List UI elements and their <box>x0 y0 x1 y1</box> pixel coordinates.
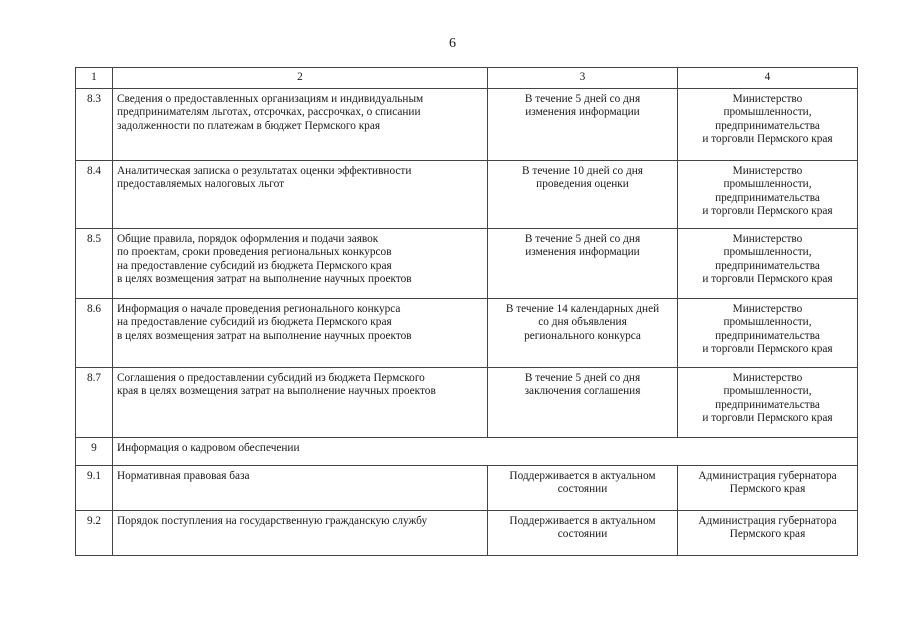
responsible-line: промышленности, <box>723 385 812 398</box>
table-row <box>76 367 858 437</box>
row-number: 9.2 <box>76 510 113 555</box>
term-line: В течение 5 дней со дня <box>524 371 641 384</box>
description-line: предоставляемых налоговых льгот <box>117 178 285 191</box>
row-number: 8.6 <box>76 298 113 367</box>
description-line: в целях возмещения затрат на выполнение научных проектов <box>117 273 412 286</box>
term-line: проведения оценки <box>536 178 629 191</box>
section-row <box>76 437 858 465</box>
row-description <box>113 367 488 437</box>
row-term <box>488 88 678 160</box>
term-line: состоянии <box>557 483 608 496</box>
responsible-line: предпринимательства <box>715 259 820 272</box>
description-line: Общие правила, порядок оформления и подачи заявок <box>117 232 379 245</box>
row-term <box>488 465 678 510</box>
description-line: Аналитическая записка о результатах оценки эффективности <box>117 164 412 177</box>
row-term <box>488 298 678 367</box>
table-header-row <box>76 68 858 89</box>
row-number: 9.1 <box>76 465 113 510</box>
description-line: Информация о начале проведения регионального конкурса <box>117 302 401 315</box>
description-line: по проектам, сроки проведения региональных конкурсов <box>117 246 392 259</box>
responsible-line: и торговли Пермского края <box>702 412 833 425</box>
section-title: Информация о кадровом обеспечении <box>113 437 858 465</box>
description-line: задолженности по платежам в бюджет Пермского края <box>117 119 381 132</box>
row-description <box>113 298 488 367</box>
row-term <box>488 228 678 298</box>
description-line: края в целях возмещения затрат на выполнение научных проектов <box>117 385 436 398</box>
document-table <box>75 67 858 556</box>
term-line: со дня объявления <box>538 316 627 329</box>
responsible-line: предпринимательства <box>715 329 820 342</box>
responsible-line: Министерство <box>732 92 803 105</box>
description-line: Порядок поступления на государственную гражданскую службу <box>117 514 428 527</box>
responsible-line: Министерство <box>732 232 803 245</box>
responsible-line: промышленности, <box>723 178 812 191</box>
responsible-line: Министерство <box>732 371 803 384</box>
row-number: 8.4 <box>76 160 113 228</box>
description-line: на предоставление субсидий из бюджета Пермского края <box>117 259 392 272</box>
page-number: 6 <box>449 36 456 51</box>
term-line: состоянии <box>557 528 608 541</box>
section-number: 9 <box>76 437 113 465</box>
responsible-line: Администрация губернатора <box>698 469 837 482</box>
responsible-line: Министерство <box>732 302 803 315</box>
row-number: 8.3 <box>76 88 113 160</box>
row-responsible <box>678 160 858 228</box>
responsible-line: и торговли Пермского края <box>702 273 833 286</box>
row-number: 8.7 <box>76 367 113 437</box>
responsible-line: промышленности, <box>723 106 812 119</box>
row-responsible <box>678 298 858 367</box>
description-line: в целях возмещения затрат на выполнение научных проектов <box>117 329 412 342</box>
column-header-term: 3 <box>488 68 678 89</box>
description-line: Соглашения о предоставлении субсидий из бюджета Пермского <box>117 371 425 384</box>
responsible-line: промышленности, <box>723 316 812 329</box>
term-line: В течение 14 календарных дней <box>505 302 660 315</box>
table-row <box>76 88 858 160</box>
term-line: изменения информации <box>525 106 640 119</box>
responsible-line: и торговли Пермского края <box>702 343 833 356</box>
row-description <box>113 510 488 555</box>
responsible-line: предпринимательства <box>715 191 820 204</box>
row-term <box>488 160 678 228</box>
responsible-line: и торговли Пермского края <box>702 205 833 218</box>
term-line: регионального конкурса <box>524 329 641 342</box>
term-line: В течение 5 дней со дня <box>524 232 641 245</box>
responsible-line: и торговли Пермского края <box>702 133 833 146</box>
row-description <box>113 465 488 510</box>
table-row <box>76 465 858 510</box>
responsible-line: Пермского края <box>729 528 806 541</box>
row-responsible <box>678 228 858 298</box>
row-description <box>113 88 488 160</box>
term-line: Поддерживается в актуальном <box>509 514 656 527</box>
row-term <box>488 367 678 437</box>
table-row <box>76 228 858 298</box>
column-header-number: 1 <box>76 68 113 89</box>
row-number: 8.5 <box>76 228 113 298</box>
description-line: Сведения о предоставленных организациям и индивидуальным <box>117 92 424 105</box>
responsible-line: предпринимательства <box>715 398 820 411</box>
row-responsible <box>678 510 858 555</box>
responsible-line: Министерство <box>732 164 803 177</box>
term-line: В течение 5 дней со дня <box>524 92 641 105</box>
responsible-line: промышленности, <box>723 246 812 259</box>
table-row <box>76 160 858 228</box>
row-responsible <box>678 465 858 510</box>
column-header-responsible: 4 <box>678 68 858 89</box>
term-line: В течение 10 дней со дня <box>522 164 643 177</box>
term-line: изменения информации <box>525 246 640 259</box>
term-line: заключения соглашения <box>524 385 641 398</box>
table-row <box>76 510 858 555</box>
row-responsible <box>678 88 858 160</box>
responsible-line: Пермского края <box>729 483 806 496</box>
description-line: предпринимателям льготах, отсрочках, рассрочках, о списании <box>117 106 421 119</box>
column-header-description: 2 <box>113 68 488 89</box>
row-description <box>113 160 488 228</box>
table-body <box>76 88 858 555</box>
table-row <box>76 298 858 367</box>
description-line: на предоставление субсидий из бюджета Пермского края <box>117 316 392 329</box>
row-description <box>113 228 488 298</box>
term-line: Поддерживается в актуальном <box>509 469 656 482</box>
row-term <box>488 510 678 555</box>
responsible-line: Администрация губернатора <box>698 514 837 527</box>
row-responsible <box>678 367 858 437</box>
responsible-line: предпринимательства <box>715 119 820 132</box>
description-line: Нормативная правовая база <box>117 469 250 482</box>
